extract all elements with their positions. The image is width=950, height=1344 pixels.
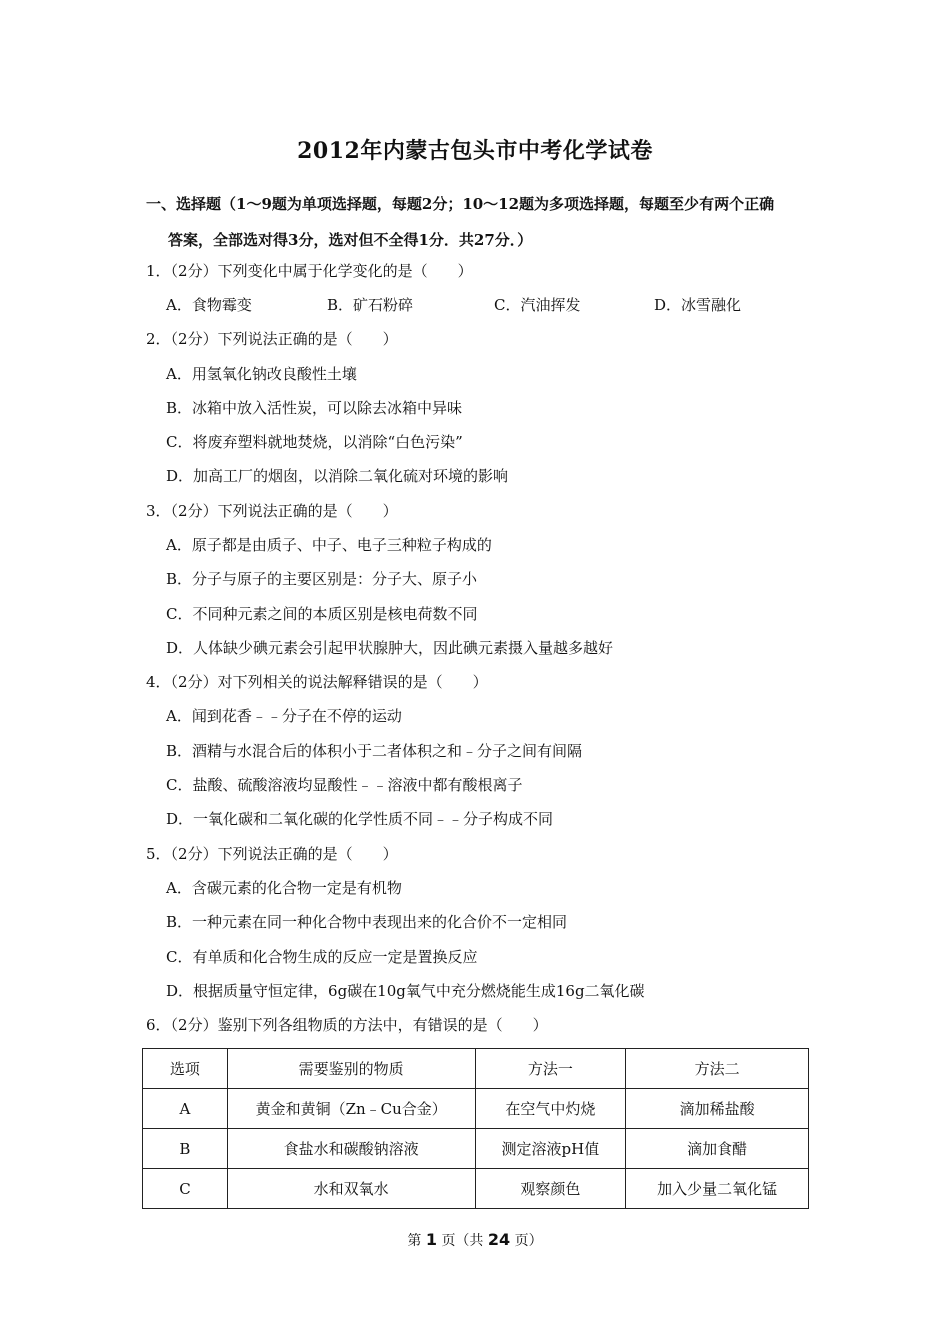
section-heading-line2: 答案，全部选对得3分，选对但不全得1分．共27分．）: [168, 231, 533, 249]
question-2-stem: 2．（2分）下列说法正确的是（ ）: [146, 330, 398, 348]
table-row: [143, 1169, 809, 1209]
footer-page-number: 1: [425, 1230, 437, 1249]
question-2-option-a: A．用氢氧化钠改良酸性土壤: [166, 365, 357, 383]
table-cell: B: [143, 1129, 228, 1169]
footer-mid: 页（共: [441, 1233, 484, 1249]
table-cell: 食盐水和碳酸钠溶液: [227, 1129, 475, 1169]
question-6-table: [142, 1048, 809, 1209]
question-5-stem: 5．（2分）下列说法正确的是（ ）: [146, 845, 398, 863]
table-row: [143, 1129, 809, 1169]
table-cell: 加入少量二氧化锰: [626, 1169, 809, 1209]
table-header-cell: 需要鉴别的物质: [227, 1049, 475, 1089]
table-header-cell: 方法二: [626, 1049, 809, 1089]
question-3-stem: 3．（2分）下列说法正确的是（ ）: [146, 502, 398, 520]
table-cell: 滴加稀盐酸: [626, 1089, 809, 1129]
table-cell: 水和双氧水: [227, 1169, 475, 1209]
table-cell: 在空气中灼烧: [475, 1089, 626, 1129]
table-cell: 观察颜色: [475, 1169, 626, 1209]
page-footer: [0, 1230, 950, 1250]
table-cell: 测定溶液pH值: [475, 1129, 626, 1169]
section-heading-line1: 一、选择题（1～9题为单项选择题，每题2分；10～12题为多项选择题，每题至少有两个正确: [146, 195, 775, 213]
question-1-option-b: B．矿石粉碎: [327, 296, 414, 314]
question-3-option-b: B．分子与原子的主要区别是：分子大、原子小: [166, 570, 478, 588]
question-1-option-d: D．冰雪融化: [654, 296, 742, 314]
table-row: [143, 1089, 809, 1129]
table-cell: C: [143, 1169, 228, 1209]
table-cell: A: [143, 1089, 228, 1129]
table-cell: 黄金和黄铜（Zn﹣Cu合金）: [227, 1089, 475, 1129]
question-6-stem: 6．（2分）鉴别下列各组物质的方法中，有错误的是（ ）: [146, 1016, 548, 1034]
table-cell: 滴加食醋: [626, 1129, 809, 1169]
page-title: 2012年内蒙古包头市中考化学试卷: [297, 138, 653, 164]
question-2-option-c: C．将废弃塑料就地焚烧，以消除“白色污染”: [166, 433, 463, 451]
question-2-option-d: D．加高工厂的烟囱，以消除二氧化硫对环境的影响: [166, 467, 509, 485]
footer-suffix: 页）: [514, 1233, 543, 1249]
table-header-cell: 方法一: [475, 1049, 626, 1089]
question-4-option-a: A．闻到花香﹣﹣分子在不停的运动: [166, 707, 402, 725]
footer-total-pages: 24: [487, 1230, 511, 1249]
question-5-option-c: C．有单质和化合物生成的反应一定是置换反应: [166, 948, 478, 966]
question-5-option-d: D．根据质量守恒定律，6g碳在10g氧气中充分燃烧能生成16g二氧化碳: [166, 982, 645, 1000]
table-header-row: [143, 1049, 809, 1089]
question-1-stem: 1．（2分）下列变化中属于化学变化的是（ ）: [146, 262, 473, 280]
footer-prefix: 第: [407, 1233, 422, 1249]
question-3-option-a: A．原子都是由质子、中子、电子三种粒子构成的: [166, 536, 492, 554]
section-heading: [146, 186, 826, 258]
question-5-option-a: A．含碳元素的化合物一定是有机物: [166, 879, 402, 897]
question-5-option-b: B．一种元素在同一种化合物中表现出来的化合价不一定相同: [166, 913, 568, 931]
question-4-option-b: B．酒精与水混合后的体积小于二者体积之和﹣分子之间有间隔: [166, 742, 583, 760]
question-1-option-a: A．食物霉变: [166, 296, 252, 314]
question-4-stem: 4．（2分）对下列相关的说法解释错误的是（ ）: [146, 673, 488, 691]
question-3-option-c: C．不同种元素之间的本质区别是核电荷数不同: [166, 605, 478, 623]
question-4-option-c: C．盐酸、硫酸溶液均显酸性﹣﹣溶液中都有酸根离子: [166, 776, 523, 794]
table-header-cell: 选项: [143, 1049, 228, 1089]
question-2-option-b: B．冰箱中放入活性炭，可以除去冰箱中异味: [166, 399, 463, 417]
question-1-option-c: C．汽油挥发: [494, 296, 581, 314]
question-4-option-d: D．一氧化碳和二氧化碳的化学性质不同﹣﹣分子构成不同: [166, 810, 554, 828]
question-3-option-d: D．人体缺少碘元素会引起甲状腺肿大，因此碘元素摄入量越多越好: [166, 639, 614, 657]
